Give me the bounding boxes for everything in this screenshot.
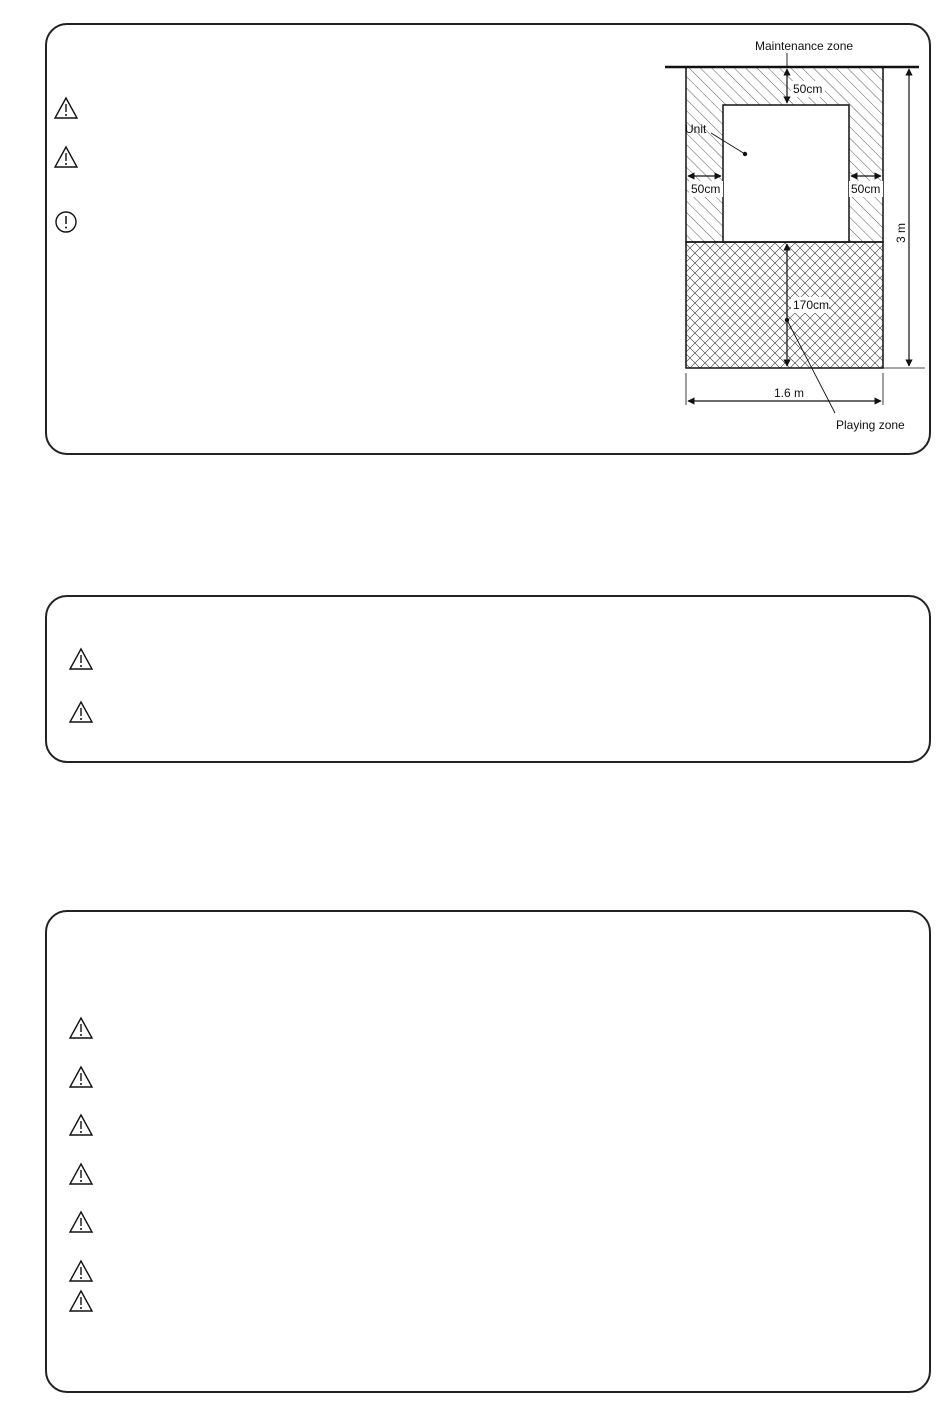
right-gap-label: 50cm [851, 182, 881, 196]
warning-triangle-icon [68, 700, 94, 724]
precautions-section [45, 910, 931, 1393]
playing-zone [686, 242, 883, 368]
unit-label: Unit [685, 122, 707, 136]
warning-triangle-icon [68, 1289, 94, 1313]
warning-triangle-icon [53, 145, 79, 169]
height-label: 3 m [894, 222, 908, 243]
warning-triangle-icon [68, 1113, 94, 1137]
installation-section [45, 23, 931, 455]
left-gap-label: 50cm [691, 182, 721, 196]
caution-section [45, 595, 931, 763]
warning-triangle-icon [68, 1065, 94, 1089]
unit-box [723, 105, 849, 242]
warning-triangle-icon [68, 1210, 94, 1234]
playing-depth-label: 170cm [793, 298, 830, 312]
playing-zone-label: Playing zone [836, 418, 905, 432]
warning-triangle-icon [53, 96, 79, 120]
warning-triangle-icon [68, 1016, 94, 1040]
warning-triangle-icon [68, 647, 94, 671]
top-gap-label: 50cm [793, 82, 823, 96]
warning-triangle-icon [68, 1259, 94, 1283]
width-label: 1.6 m [774, 386, 805, 400]
maintenance-zone-label: Maintenance zone [755, 39, 854, 53]
installation-space-diagram [665, 33, 935, 453]
warning-triangle-icon [68, 1162, 94, 1186]
mandatory-circle-icon [53, 210, 79, 234]
